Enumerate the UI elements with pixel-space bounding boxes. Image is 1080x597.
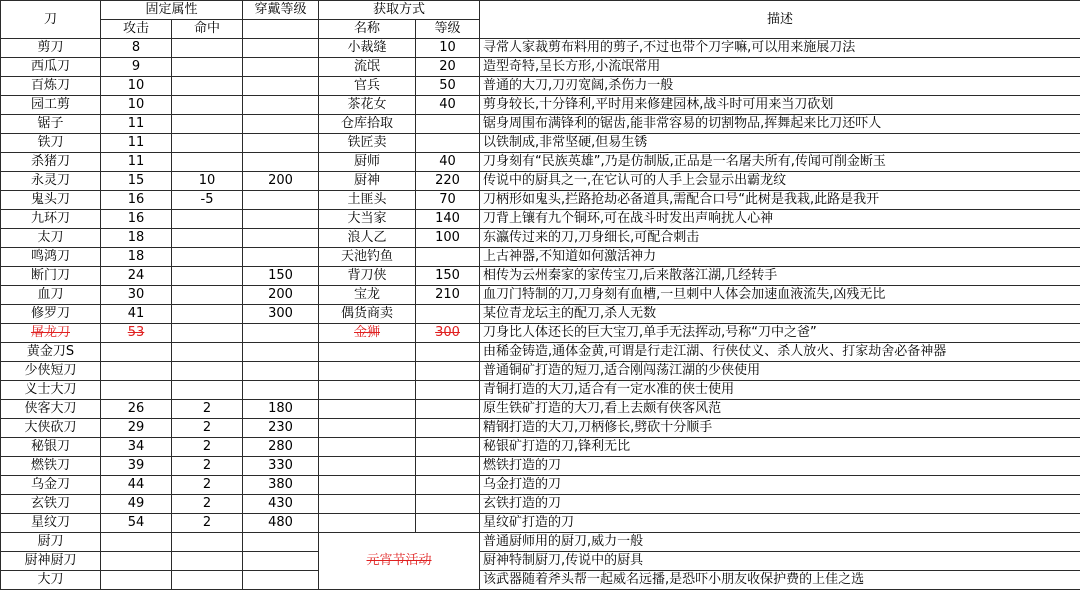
weapon-name-cell: 大侠砍刀 xyxy=(1,419,101,438)
obtain-level-cell xyxy=(416,476,480,495)
description-cell: 某位青龙坛主的配刀,杀人无数 xyxy=(480,305,1080,324)
wear-level-cell xyxy=(243,248,319,267)
hit-cell: 2 xyxy=(172,495,243,514)
attack-cell: 39 xyxy=(101,457,172,476)
hit-cell xyxy=(172,286,243,305)
wear-level-cell: 180 xyxy=(243,400,319,419)
obtain-name-cell xyxy=(319,457,416,476)
table-row xyxy=(1,362,1080,381)
obtain-level-cell: 220 xyxy=(416,172,480,191)
obtain-level-cell: 70 xyxy=(416,191,480,210)
header-obtain-level: 等级 xyxy=(416,20,480,39)
obtain-name-cell: 背刀侠 xyxy=(319,267,416,286)
obtain-level-cell xyxy=(416,362,480,381)
obtain-name-cell: 流氓 xyxy=(319,58,416,77)
obtain-level-cell xyxy=(416,419,480,438)
weapon-name-cell: 鸣鸿刀 xyxy=(1,248,101,267)
table-row xyxy=(1,514,1080,533)
description-cell: 刀身比人体还长的巨大宝刀,单手无法挥动,号称“刀中之爸” xyxy=(480,324,1080,343)
description-cell: 青铜打造的大刀,适合有一定水准的侠士使用 xyxy=(480,381,1080,400)
obtain-name-cell: 官兵 xyxy=(319,77,416,96)
weapon-name-cell: 黄金刀S xyxy=(1,343,101,362)
hit-cell xyxy=(172,533,243,552)
attack-cell: 54 xyxy=(101,514,172,533)
description-cell: 星纹矿打造的刀 xyxy=(480,514,1080,533)
table-row xyxy=(1,476,1080,495)
obtain-level-cell xyxy=(416,134,480,153)
description-cell: 玄铁打造的刀 xyxy=(480,495,1080,514)
weapon-name-cell: 锯子 xyxy=(1,115,101,134)
table-row xyxy=(1,58,1080,77)
wear-level-cell xyxy=(243,134,319,153)
attack-cell: 29 xyxy=(101,419,172,438)
wear-level-cell: 330 xyxy=(243,457,319,476)
hit-cell xyxy=(172,571,243,590)
obtain-level-cell: 40 xyxy=(416,96,480,115)
description-cell: 秘银矿打造的刀,锋利无比 xyxy=(480,438,1080,457)
description-cell: 乌金打造的刀 xyxy=(480,476,1080,495)
weapon-name-cell: 铁刀 xyxy=(1,134,101,153)
attack-cell: 30 xyxy=(101,286,172,305)
attack-cell: 44 xyxy=(101,476,172,495)
hit-cell xyxy=(172,324,243,343)
header-fixed-attrs: 固定属性 xyxy=(101,1,243,20)
table-row xyxy=(1,39,1080,58)
weapon-name-cell: 百炼刀 xyxy=(1,77,101,96)
obtain-level-cell: 40 xyxy=(416,153,480,172)
hit-cell: 2 xyxy=(172,438,243,457)
obtain-level-cell: 140 xyxy=(416,210,480,229)
obtain-name-cell: 仓库拾取 xyxy=(319,115,416,134)
header-attack: 攻击 xyxy=(101,20,172,39)
attack-cell: 49 xyxy=(101,495,172,514)
obtain-name-cell: 铁匠卖 xyxy=(319,134,416,153)
description-cell: 锯身周围布满锋利的锯齿,能非常容易的切割物品,挥舞起来比刀还吓人 xyxy=(480,115,1080,134)
description-cell: 原生铁矿打造的大刀,看上去颇有侠客风范 xyxy=(480,400,1080,419)
weapon-name-cell: 义士大刀 xyxy=(1,381,101,400)
wear-level-cell xyxy=(243,533,319,552)
attack-cell: 41 xyxy=(101,305,172,324)
obtain-name-cell: 茶花女 xyxy=(319,96,416,115)
description-cell: 东瀛传过来的刀,刀身细长,可配合刺击 xyxy=(480,229,1080,248)
obtain-name-cell: 大当家 xyxy=(319,210,416,229)
obtain-level-cell: 10 xyxy=(416,39,480,58)
weapon-name-cell: 血刀 xyxy=(1,286,101,305)
wear-level-cell: 200 xyxy=(243,172,319,191)
header-obtain: 获取方式 xyxy=(319,1,480,20)
obtain-name-cell xyxy=(319,362,416,381)
table-row xyxy=(1,533,1080,552)
hit-cell xyxy=(172,267,243,286)
attack-cell: 9 xyxy=(101,58,172,77)
wear-level-cell xyxy=(243,77,319,96)
wear-level-cell xyxy=(243,324,319,343)
obtain-name-cell xyxy=(319,476,416,495)
description-cell: 上古神器,不知道如何激活神力 xyxy=(480,248,1080,267)
description-cell: 刀背上镶有九个铜环,可在战斗时发出声响扰人心神 xyxy=(480,210,1080,229)
wear-level-cell: 200 xyxy=(243,286,319,305)
attack-cell: 16 xyxy=(101,210,172,229)
weapon-name-cell: 秘银刀 xyxy=(1,438,101,457)
hit-cell: 2 xyxy=(172,400,243,419)
obtain-level-cell: 150 xyxy=(416,267,480,286)
attack-cell: 10 xyxy=(101,77,172,96)
table-row xyxy=(1,343,1080,362)
wear-level-cell xyxy=(243,552,319,571)
attack-cell: 11 xyxy=(101,115,172,134)
wear-level-cell xyxy=(243,191,319,210)
description-cell: 以铁制成,非常坚硬,但易生锈 xyxy=(480,134,1080,153)
hit-cell: 2 xyxy=(172,457,243,476)
attack-cell: 8 xyxy=(101,39,172,58)
wear-level-cell: 280 xyxy=(243,438,319,457)
wear-level-cell xyxy=(243,571,319,590)
table-row xyxy=(1,248,1080,267)
obtain-level-cell: 100 xyxy=(416,229,480,248)
table-row xyxy=(1,324,1080,343)
hit-cell xyxy=(172,134,243,153)
obtain-level-cell: 300 xyxy=(416,324,480,343)
description-cell: 精钢打造的大刀,刀柄修长,劈砍十分顺手 xyxy=(480,419,1080,438)
wear-level-cell: 430 xyxy=(243,495,319,514)
weapon-name-cell: 燃铁刀 xyxy=(1,457,101,476)
obtain-name-cell: 天池钓鱼 xyxy=(319,248,416,267)
obtain-name-cell xyxy=(319,438,416,457)
hit-cell xyxy=(172,552,243,571)
table-row xyxy=(1,172,1080,191)
hit-cell: -5 xyxy=(172,191,243,210)
table-row xyxy=(1,115,1080,134)
wear-level-cell xyxy=(243,381,319,400)
header-description: 描述 xyxy=(480,1,1080,39)
hit-cell xyxy=(172,362,243,381)
attack-cell xyxy=(101,552,172,571)
wear-level-cell: 300 xyxy=(243,305,319,324)
hit-cell: 2 xyxy=(172,476,243,495)
weapon-name-cell: 鬼头刀 xyxy=(1,191,101,210)
wear-level-cell: 480 xyxy=(243,514,319,533)
hit-cell xyxy=(172,96,243,115)
hit-cell xyxy=(172,153,243,172)
header-hit: 命中 xyxy=(172,20,243,39)
description-cell: 燃铁打造的刀 xyxy=(480,457,1080,476)
table-row xyxy=(1,191,1080,210)
obtain-name-cell: 厨神 xyxy=(319,172,416,191)
description-cell: 刀身刻有“民族英雄”,乃是仿制版,正品是一名屠夫所有,传闻可削金断玉 xyxy=(480,153,1080,172)
attack-cell: 26 xyxy=(101,400,172,419)
obtain-name-cell xyxy=(319,514,416,533)
table-row xyxy=(1,400,1080,419)
description-cell: 由稀金铸造,通体金黄,可谓是行走江湖、行侠仗义、杀人放火、打家劫舍必备神器 xyxy=(480,343,1080,362)
weapon-name-cell: 屠龙刀 xyxy=(1,324,101,343)
obtain-level-cell xyxy=(416,115,480,134)
attack-cell xyxy=(101,362,172,381)
attack-cell: 11 xyxy=(101,153,172,172)
event-note-cell: 元宵节活动 xyxy=(319,533,480,590)
obtain-level-cell: 50 xyxy=(416,77,480,96)
wear-level-cell xyxy=(243,39,319,58)
hit-cell xyxy=(172,210,243,229)
attack-cell xyxy=(101,533,172,552)
description-cell: 普通厨师用的厨刀,威力一般 xyxy=(480,533,1080,552)
header-wear-level: 穿戴等级 xyxy=(243,1,319,20)
obtain-name-cell xyxy=(319,343,416,362)
obtain-name-cell: 金狮 xyxy=(319,324,416,343)
attack-cell: 11 xyxy=(101,134,172,153)
table-row xyxy=(1,210,1080,229)
obtain-name-cell: 偶货商卖 xyxy=(319,305,416,324)
weapon-name-cell: 九环刀 xyxy=(1,210,101,229)
obtain-name-cell: 厨师 xyxy=(319,153,416,172)
weapon-name-cell: 玄铁刀 xyxy=(1,495,101,514)
hit-cell xyxy=(172,343,243,362)
hit-cell: 2 xyxy=(172,419,243,438)
attack-cell: 53 xyxy=(101,324,172,343)
attack-cell: 18 xyxy=(101,248,172,267)
weapon-name-cell: 永灵刀 xyxy=(1,172,101,191)
hit-cell xyxy=(172,381,243,400)
weapon-name-cell: 厨刀 xyxy=(1,533,101,552)
obtain-name-cell xyxy=(319,495,416,514)
hit-cell: 2 xyxy=(172,514,243,533)
description-cell: 造型奇特,呈长方形,小流氓常用 xyxy=(480,58,1080,77)
obtain-level-cell: 210 xyxy=(416,286,480,305)
weapon-name-cell: 断门刀 xyxy=(1,267,101,286)
wear-level-cell xyxy=(243,210,319,229)
description-cell: 普通铜矿打造的短刀,适合刚闯荡江湖的少侠使用 xyxy=(480,362,1080,381)
wear-level-cell: 380 xyxy=(243,476,319,495)
attack-cell: 34 xyxy=(101,438,172,457)
description-cell: 刀柄形如鬼头,拦路抢劫必备道具,需配合口号“此树是我栽,此路是我开 xyxy=(480,191,1080,210)
table-row xyxy=(1,286,1080,305)
hit-cell xyxy=(172,248,243,267)
weapon-name-cell: 星纹刀 xyxy=(1,514,101,533)
table-row xyxy=(1,134,1080,153)
table-row xyxy=(1,457,1080,476)
description-cell: 传说中的厨具之一,在它认可的人手上会显示出霸龙纹 xyxy=(480,172,1080,191)
wear-level-cell xyxy=(243,343,319,362)
weapon-name-cell: 西瓜刀 xyxy=(1,58,101,77)
hit-cell xyxy=(172,305,243,324)
hit-cell xyxy=(172,77,243,96)
obtain-name-cell: 小裁缝 xyxy=(319,39,416,58)
weapon-name-cell: 修罗刀 xyxy=(1,305,101,324)
obtain-level-cell xyxy=(416,400,480,419)
attack-cell: 16 xyxy=(101,191,172,210)
weapon-name-cell: 杀猪刀 xyxy=(1,153,101,172)
description-cell: 该武器随着斧头帮一起威名远播,是恐吓小朋友收保护费的上佳之选 xyxy=(480,571,1080,590)
obtain-level-cell xyxy=(416,438,480,457)
wear-level-cell xyxy=(243,115,319,134)
attack-cell: 18 xyxy=(101,229,172,248)
description-cell: 厨神特制厨刀,传说中的厨具 xyxy=(480,552,1080,571)
obtain-level-cell xyxy=(416,381,480,400)
attack-cell: 10 xyxy=(101,96,172,115)
description-cell: 寻常人家裁剪布料用的剪子,不过也带个刀字嘛,可以用来施展刀法 xyxy=(480,39,1080,58)
hit-cell xyxy=(172,229,243,248)
weapon-name-cell: 厨神厨刀 xyxy=(1,552,101,571)
obtain-name-cell xyxy=(319,419,416,438)
obtain-name-cell xyxy=(319,400,416,419)
wear-level-cell xyxy=(243,362,319,381)
table-row xyxy=(1,552,1080,571)
obtain-level-cell xyxy=(416,495,480,514)
table-row xyxy=(1,495,1080,514)
wear-level-cell: 230 xyxy=(243,419,319,438)
header-blade: 刀 xyxy=(1,1,101,39)
weapon-name-cell: 乌金刀 xyxy=(1,476,101,495)
obtain-level-cell xyxy=(416,343,480,362)
attack-cell: 24 xyxy=(101,267,172,286)
obtain-name-cell: 宝龙 xyxy=(319,286,416,305)
table-row xyxy=(1,267,1080,286)
obtain-level-cell xyxy=(416,305,480,324)
attack-cell: 15 xyxy=(101,172,172,191)
table-row xyxy=(1,381,1080,400)
wear-level-cell xyxy=(243,96,319,115)
weapon-name-cell: 大刀 xyxy=(1,571,101,590)
wear-level-cell xyxy=(243,153,319,172)
obtain-level-cell xyxy=(416,514,480,533)
obtain-name-cell: 土匪头 xyxy=(319,191,416,210)
table-row xyxy=(1,305,1080,324)
wear-level-cell: 150 xyxy=(243,267,319,286)
description-cell: 普通的大刀,刀刃宽阔,杀伤力一般 xyxy=(480,77,1080,96)
description-cell: 相传为云州秦家的家传宝刀,后来散落江湖,几经转手 xyxy=(480,267,1080,286)
table-row xyxy=(1,153,1080,172)
table-row xyxy=(1,229,1080,248)
hit-cell xyxy=(172,58,243,77)
table-row xyxy=(1,419,1080,438)
description-cell: 剪身较长,十分锋利,平时用来修建园林,战斗时可用来当刀砍划 xyxy=(480,96,1080,115)
obtain-level-cell: 20 xyxy=(416,58,480,77)
hit-cell xyxy=(172,39,243,58)
attack-cell xyxy=(101,571,172,590)
hit-cell xyxy=(172,115,243,134)
attack-cell xyxy=(101,343,172,362)
wear-level-cell xyxy=(243,58,319,77)
table-row xyxy=(1,96,1080,115)
weapon-name-cell: 园工剪 xyxy=(1,96,101,115)
attack-cell xyxy=(101,381,172,400)
obtain-name-cell xyxy=(319,381,416,400)
table-row xyxy=(1,438,1080,457)
table-row xyxy=(1,571,1080,590)
description-cell: 血刀门特制的刀,刀身刻有血槽,一旦刺中人体会加速血液流失,凶残无比 xyxy=(480,286,1080,305)
obtain-level-cell xyxy=(416,457,480,476)
obtain-level-cell xyxy=(416,248,480,267)
obtain-name-cell: 浪人乙 xyxy=(319,229,416,248)
header-obtain-name: 名称 xyxy=(319,20,416,39)
weapon-name-cell: 太刀 xyxy=(1,229,101,248)
weapon-name-cell: 剪刀 xyxy=(1,39,101,58)
weapon-name-cell: 少侠短刀 xyxy=(1,362,101,381)
header-wear-blank xyxy=(243,20,319,39)
hit-cell: 10 xyxy=(172,172,243,191)
wear-level-cell xyxy=(243,229,319,248)
weapon-name-cell: 侠客大刀 xyxy=(1,400,101,419)
table-row xyxy=(1,77,1080,96)
